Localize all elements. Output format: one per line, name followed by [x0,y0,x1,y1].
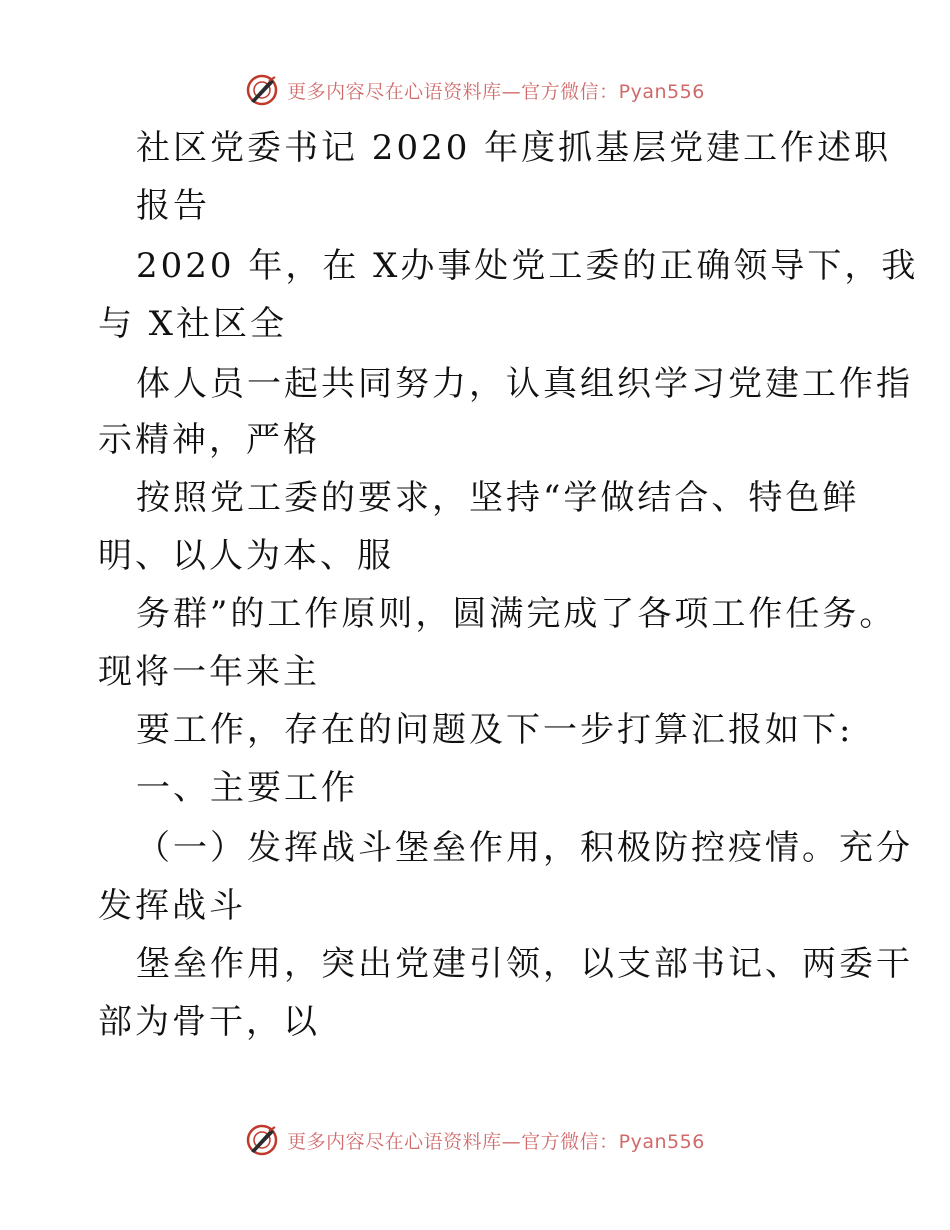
paragraph-line: 2020 年，在 X办事处党工委的正确领导下，我 [136,246,919,286]
doc-title-line-1: 社区党委书记 2020 年度抓基层党建工作述职 [136,128,892,168]
paragraph-line: 与 X社区全 [98,304,288,344]
quill-seal-icon [245,73,279,107]
paragraph-line: 明、以人为本、服 [98,536,394,576]
header-watermark [0,70,950,110]
paragraph-line: （一）发挥战斗堡垒作用，积极防控疫情。充分 [136,828,913,868]
paragraph-line: 要工作，存在的问题及下一步打算汇报如下: [136,710,854,750]
paragraph-line: 堡垒作用，突出党建引领，以支部书记、两委干 [136,944,913,984]
quill-seal-icon [245,1123,279,1157]
section-heading: 一、主要工作 [136,768,358,808]
paragraph-line: 现将一年来主 [98,652,320,692]
paragraph-line: 体人员一起共同努力，认真组织学习党建工作指 [136,364,913,404]
doc-title-line-2: 报告 [136,186,210,226]
paragraph-line: 按照党工委的要求，坚持“学做结合、特色鲜 [136,478,860,518]
paragraph-line: 部为骨干，以 [98,1002,320,1042]
watermark-text: 更多内容尽在心语资料库—官方微信：Pyan556 [287,80,705,103]
watermark-text: 更多内容尽在心语资料库—官方微信：Pyan556 [287,1130,705,1153]
paragraph-line: 发挥战斗 [98,886,246,926]
paragraph-line: 务群”的工作原则，圆满完成了各项工作任务。 [136,594,897,634]
paragraph-line: 示精神，严格 [98,420,320,460]
footer-watermark [0,1120,950,1160]
